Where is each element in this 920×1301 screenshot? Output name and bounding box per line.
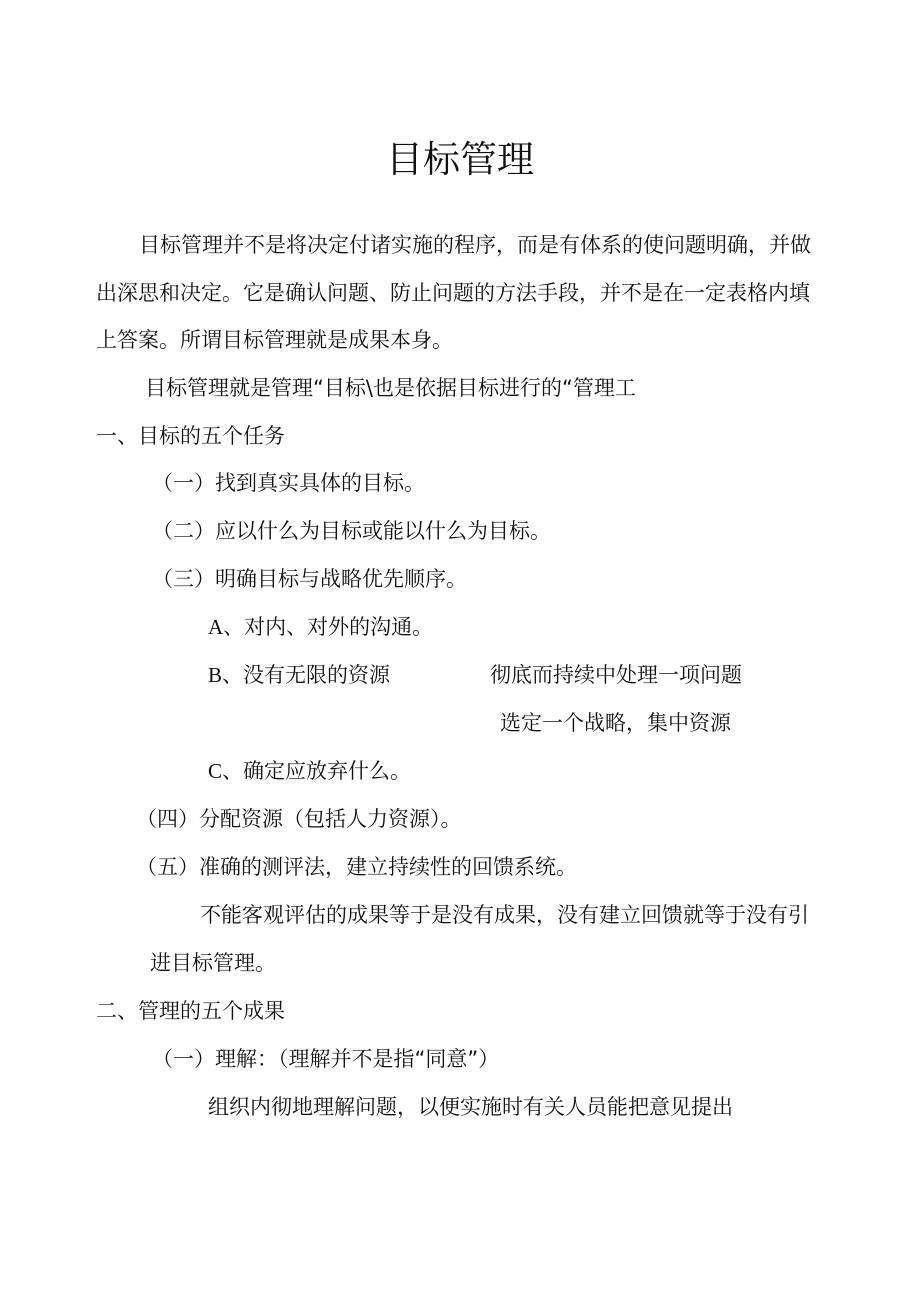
sub-item-b <box>208 660 390 690</box>
section-1-item-3: （三）明确目标与战略优先顺序。 <box>152 567 467 591</box>
sub-item-b-letter: B <box>208 663 223 687</box>
intro-line-3: 上答案。所谓目标管理就是成果本身。 <box>96 328 453 352</box>
section-1-item-5: （五）准确的测评法，建立持续性的回馈系统。 <box>136 855 577 879</box>
section-2-item-1: （一）理解：（理解并不是指“同意”） <box>152 1047 500 1071</box>
sub-item-c-text: 、确定应放弃什么。 <box>222 759 412 783</box>
sub-item-a <box>208 612 433 642</box>
intro-line-1: 目标管理并不是将决定付诸实施的程序，而是有体系的使问题明确，并做 <box>139 233 811 257</box>
section-1-item-2: （二）应以什么为目标或能以什么为目标。 <box>152 519 551 543</box>
document-title: 目标管理 <box>386 138 534 181</box>
section-2-text-1: 组织内彻地理解问题，以便实施时有关人员能把意见提出 <box>208 1095 733 1119</box>
sub-item-b-text: 、没有无限的资源 <box>222 663 391 687</box>
feedback-paragraph-line-2: 进目标管理。 <box>150 951 276 975</box>
statement-line: 目标管理就是管理“目标\也是依据目标进行的“管理工 <box>145 376 636 400</box>
sub-item-b-note-1: 彻底而持续中处理一项问题 <box>490 663 742 687</box>
feedback-paragraph-line-1: 不能客观评估的成果等于是没有成果，没有建立回馈就等于没有引 <box>200 903 809 927</box>
section-1-heading: 一、目标的五个任务 <box>96 424 285 448</box>
sub-item-c <box>208 756 411 786</box>
sub-item-a-letter: A <box>208 615 224 639</box>
sub-item-c-letter: C <box>208 759 223 783</box>
sub-item-a-text: 、对内、对外的沟通。 <box>223 615 434 639</box>
section-1-item-1: （一）找到真实具体的目标。 <box>152 471 425 495</box>
section-2-heading: 二、管理的五个成果 <box>96 999 285 1023</box>
intro-line-2: 出深思和决定。它是确认问题、防止问题的方法手段，并不是在一定表格内填 <box>96 281 810 305</box>
sub-item-b-note-2: 选定一个战略，集中资源 <box>500 711 731 735</box>
section-1-item-4: （四）分配资源（包括人力资源）。 <box>136 807 462 831</box>
